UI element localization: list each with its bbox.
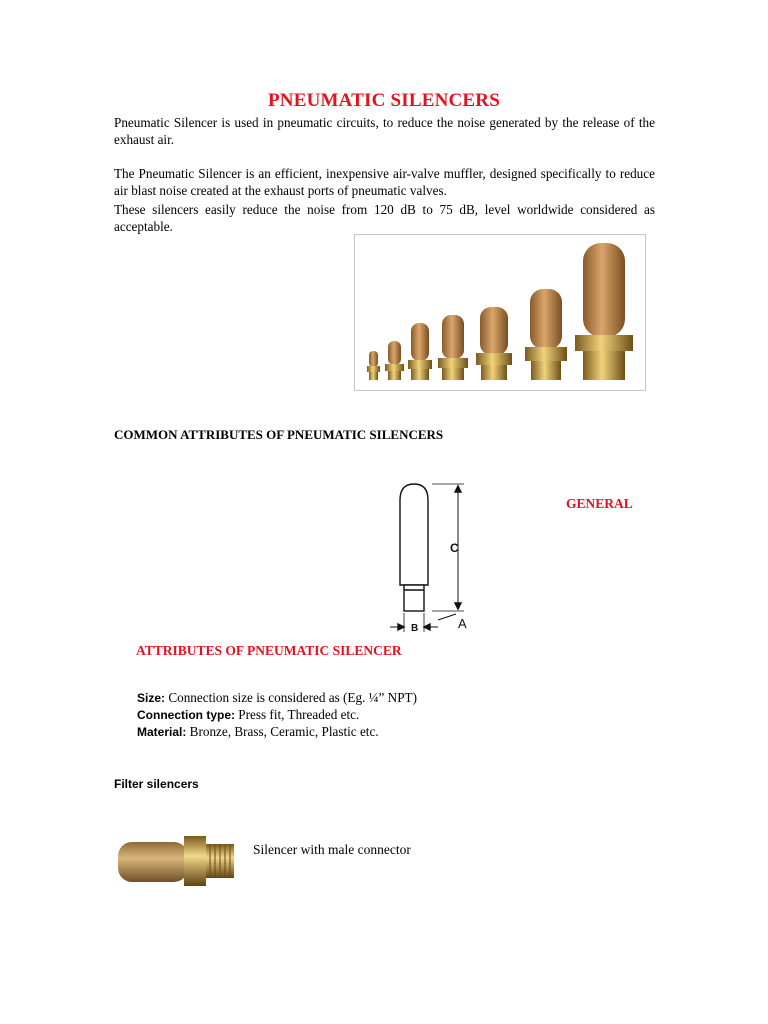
attribute-material [137, 723, 379, 741]
silencer-product-photo [354, 234, 646, 391]
filter-silencers-heading: Filter silencers [114, 777, 199, 791]
attribute-label: Connection type: [137, 708, 235, 722]
filter-silencer-product-icon [114, 832, 238, 890]
general-label: GENERAL [566, 496, 633, 511]
dimension-label-b: B [411, 623, 419, 634]
filter-silencer-caption: Silencer with male connector [253, 842, 411, 857]
description-paragraph-2: These silencers easily reduce the noise from 120 dB to 75 dB, level worldwide considered as acceptable. [114, 202, 655, 234]
attribute-label: Material: [137, 725, 187, 739]
page-title: PNEUMATIC SILENCERS [267, 90, 500, 111]
dimension-label-c: C [450, 541, 459, 555]
silencer-dimension-diagram-icon [384, 480, 484, 640]
attribute-connection-type [137, 706, 359, 724]
filter-silencer-photo [114, 832, 238, 890]
attribute-value: Press fit, Threaded etc. [235, 707, 360, 722]
silencer-dimension-diagram [384, 480, 484, 640]
dimension-label-a: A [458, 616, 467, 631]
intro-paragraph: Pneumatic Silencer is used in pneumatic circuits, to reduce the noise generated by the release of the exhaust air. [114, 115, 655, 147]
attributes-heading: ATTRIBUTES OF PNEUMATIC SILENCER [136, 643, 402, 658]
attribute-value: Bronze, Brass, Ceramic, Plastic etc. [186, 724, 379, 739]
attribute-value: Connection size is considered as (Eg. ¼” NPT) [165, 690, 417, 705]
description-paragraph-1: The Pneumatic Silencer is an efficient, inexpensive air-valve muffler, designed specifically to reduce air blast noise created at the exhaust ports of pneumatic valves. [114, 166, 655, 198]
attribute-label: Size: [137, 691, 166, 705]
common-attributes-heading: COMMON ATTRIBUTES OF PNEUMATIC SILENCERS [114, 427, 444, 442]
attribute-size [137, 689, 417, 707]
silencer-product-photo-icon [355, 235, 645, 390]
